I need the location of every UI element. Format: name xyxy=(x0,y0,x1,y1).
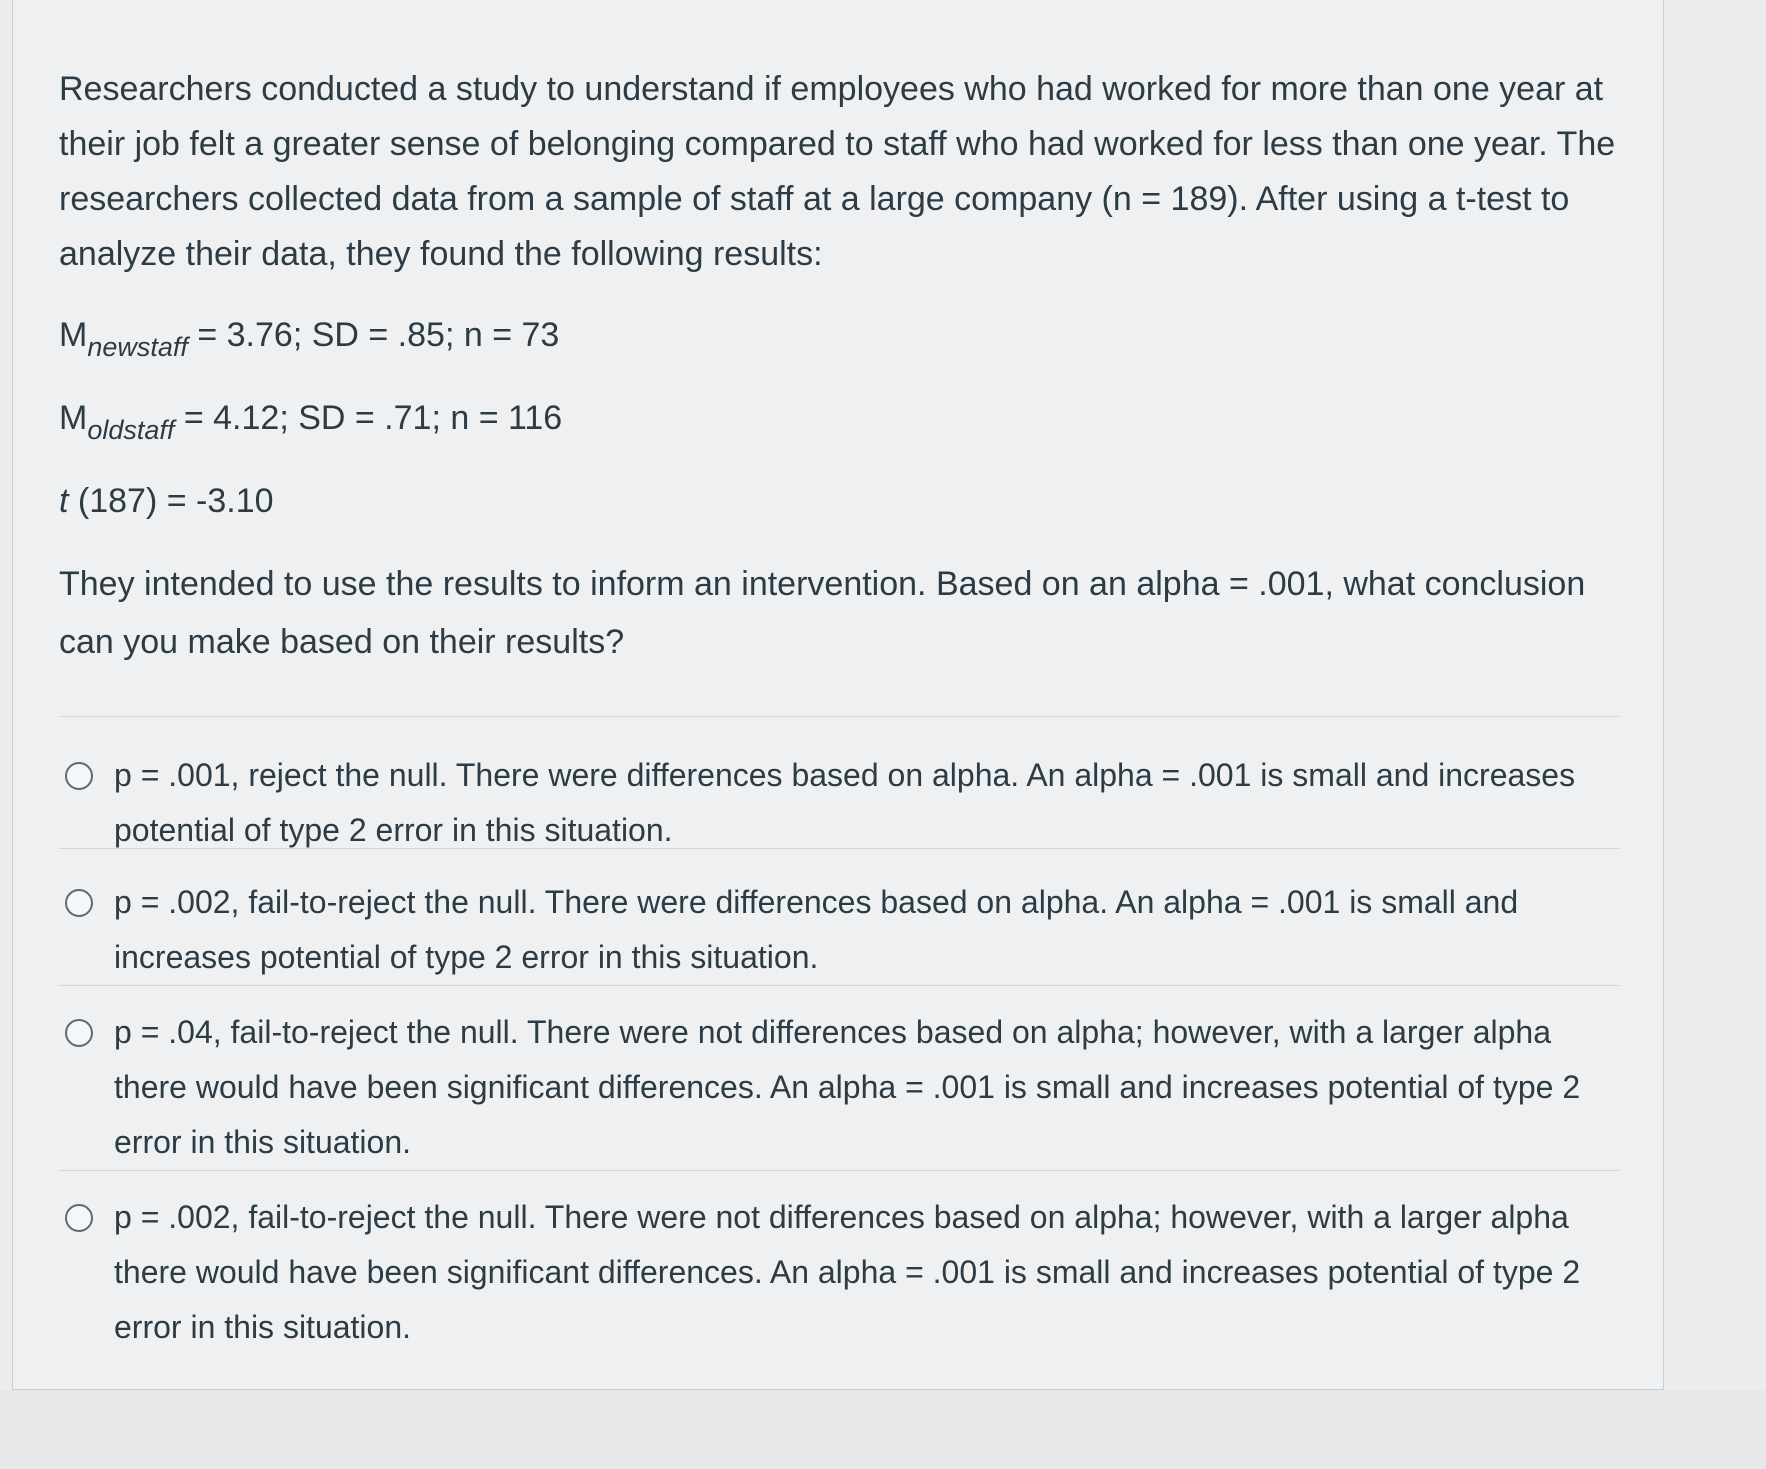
radio-button-icon[interactable] xyxy=(65,1019,93,1047)
stat-ttest-symbol: t xyxy=(59,482,69,520)
answer-option-1[interactable] xyxy=(65,748,1625,858)
stat-newstaff-symbol: M xyxy=(59,316,88,354)
answer-option-2-text: p = .002, fail-to-reject the null. There were differences based on alpha. An alpha = .001 is small and increases potential of type 2 error in this situation. xyxy=(114,884,1519,975)
stat-oldstaff xyxy=(59,398,562,481)
radio-button-icon[interactable] xyxy=(65,762,93,790)
answer-option-3[interactable] xyxy=(65,1005,1625,1170)
question-prompt: They intended to use the results to inform an intervention. Based on an alpha = .001, what conclusion can you make based on their results? xyxy=(59,565,1586,661)
stat-ttest-values: (187) = -3.10 xyxy=(68,482,274,520)
answer-option-4[interactable] xyxy=(65,1190,1625,1355)
stat-newstaff xyxy=(59,315,562,398)
stat-newstaff-values: = 3.76; SD = .85; n = 73 xyxy=(187,316,560,354)
stat-newstaff-subscript: newstaff xyxy=(87,332,188,362)
stat-oldstaff-subscript: oldstaff xyxy=(87,415,175,445)
radio-button-icon[interactable] xyxy=(65,889,93,917)
stat-ttest xyxy=(59,481,562,564)
answer-option-2[interactable] xyxy=(65,875,1625,985)
answer-divider xyxy=(59,1170,1619,1171)
answer-divider xyxy=(59,985,1619,986)
answer-divider xyxy=(59,848,1619,849)
stat-oldstaff-symbol: M xyxy=(59,399,88,437)
page-background-strip xyxy=(0,1390,1766,1469)
question-intro xyxy=(59,62,1619,282)
answer-option-1-text: p = .001, reject the null. There were differences based on alpha. An alpha = .001 is small and increases potential of type 2 error in this situation. xyxy=(114,757,1576,848)
stat-oldstaff-values: = 4.12; SD = .71; n = 116 xyxy=(174,399,563,437)
answer-option-3-text: p = .04, fail-to-reject the null. There were not differences based on alpha; however, with a larger alpha there would have been significant differences. An alpha = .001 is small and increases potential of type 2 error in this situation. xyxy=(114,1014,1581,1160)
question-card xyxy=(12,0,1664,1390)
question-intro-text: Researchers conducted a study to understand if employees who had worked for more than one year at their job felt a greater sense of belonging compared to staff who had worked for less than one year. The researchers collected data from a sample of staff at a large company (n = 189). After using a t-test to analyze their data, they found the following results: xyxy=(59,70,1616,273)
statistics-block xyxy=(59,315,562,564)
answer-option-4-text: p = .002, fail-to-reject the null. There were not differences based on alpha; however, with a larger alpha there would have been significant differences. An alpha = .001 is small and increases potential of type 2 error in this situation. xyxy=(114,1199,1581,1345)
answers-top-divider xyxy=(59,716,1619,717)
radio-button-icon[interactable] xyxy=(65,1204,93,1232)
